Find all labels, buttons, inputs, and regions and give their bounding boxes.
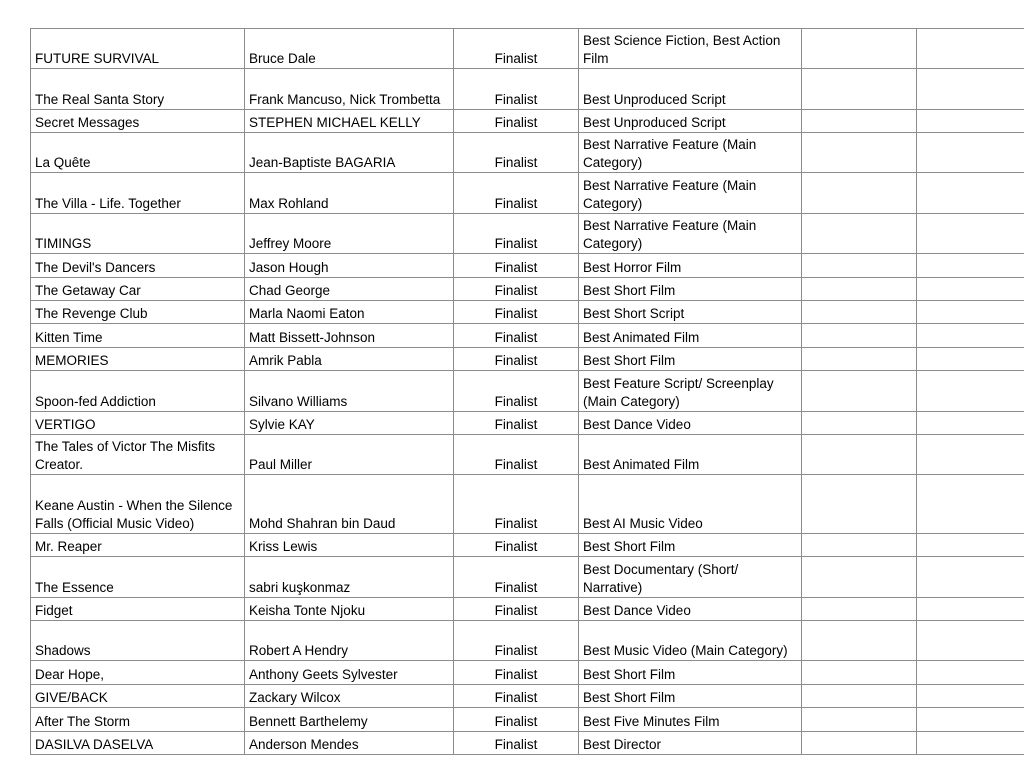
film-title-cell: Secret Messages: [31, 110, 245, 133]
category-cell: Best Narrative Feature (Main Category): [579, 133, 802, 173]
director-cell: Sylvie KAY: [245, 412, 454, 435]
film-title-cell: The Tales of Victor The Misfits Creator.: [31, 435, 245, 475]
film-title-cell: Spoon-fed Addiction: [31, 371, 245, 412]
film-title-cell: Shadows: [31, 621, 245, 661]
film-title-cell: Mr. Reaper: [31, 534, 245, 557]
status-cell: Finalist: [454, 69, 579, 110]
category-cell: Best Narrative Feature (Main Category): [579, 214, 802, 254]
empty-cell: [802, 278, 917, 301]
film-title-cell: DASILVA DASELVA: [31, 732, 245, 755]
table-row: [31, 475, 1024, 534]
category-cell: Best Narrative Feature (Main Category): [579, 173, 802, 214]
status-cell: Finalist: [454, 29, 579, 69]
empty-cell: [917, 214, 1024, 254]
status-cell: Finalist: [454, 685, 579, 708]
category-cell: Best Science Fiction, Best Action Film: [579, 29, 802, 69]
status-cell: Finalist: [454, 278, 579, 301]
director-cell: Robert A Hendry: [245, 621, 454, 661]
category-cell: Best Short Film: [579, 278, 802, 301]
director-cell: STEPHEN MICHAEL KELLY: [245, 110, 454, 133]
empty-cell: [802, 621, 917, 661]
empty-cell: [802, 412, 917, 435]
category-cell: Best Short Film: [579, 661, 802, 685]
director-cell: Amrik Pabla: [245, 348, 454, 371]
director-cell: Bruce Dale: [245, 29, 454, 69]
film-title-cell: FUTURE SURVIVAL: [31, 29, 245, 69]
status-cell: Finalist: [454, 301, 579, 324]
director-cell: Jason Hough: [245, 254, 454, 278]
empty-cell: [917, 324, 1024, 348]
status-cell: Finalist: [454, 475, 579, 534]
table-row: [31, 301, 1024, 324]
status-cell: Finalist: [454, 254, 579, 278]
empty-cell: [917, 301, 1024, 324]
empty-cell: [802, 69, 917, 110]
director-cell: Jean-Baptiste BAGARIA: [245, 133, 454, 173]
table-row: [31, 69, 1024, 110]
empty-cell: [917, 435, 1024, 475]
table-row: [31, 435, 1024, 475]
film-title-cell: MEMORIES: [31, 348, 245, 371]
empty-cell: [917, 412, 1024, 435]
category-cell: Best Unproduced Script: [579, 69, 802, 110]
film-title-cell: GIVE/BACK: [31, 685, 245, 708]
empty-cell: [802, 324, 917, 348]
director-cell: Paul Miller: [245, 435, 454, 475]
director-cell: Anderson Mendes: [245, 732, 454, 755]
empty-cell: [917, 557, 1024, 598]
director-cell: Bennett Barthelemy: [245, 708, 454, 732]
status-cell: Finalist: [454, 324, 579, 348]
empty-cell: [802, 173, 917, 214]
status-cell: Finalist: [454, 621, 579, 661]
empty-cell: [802, 214, 917, 254]
table-row: [31, 254, 1024, 278]
empty-cell: [917, 173, 1024, 214]
empty-cell: [802, 29, 917, 69]
empty-cell: [917, 133, 1024, 173]
director-cell: Marla Naomi Eaton: [245, 301, 454, 324]
status-cell: Finalist: [454, 371, 579, 412]
category-cell: Best Director: [579, 732, 802, 755]
category-cell: Best Horror Film: [579, 254, 802, 278]
director-cell: Zackary Wilcox: [245, 685, 454, 708]
results-table-container: [30, 28, 1024, 755]
film-title-cell: TIMINGS: [31, 214, 245, 254]
director-cell: Max Rohland: [245, 173, 454, 214]
category-cell: Best Unproduced Script: [579, 110, 802, 133]
category-cell: Best Music Video (Main Category): [579, 621, 802, 661]
empty-cell: [802, 534, 917, 557]
results-table: [30, 28, 1024, 755]
empty-cell: [917, 708, 1024, 732]
category-cell: Best Feature Script/ Screenplay (Main Category): [579, 371, 802, 412]
empty-cell: [917, 685, 1024, 708]
director-cell: sabri kuşkonmaz: [245, 557, 454, 598]
empty-cell: [917, 371, 1024, 412]
category-cell: Best Animated Film: [579, 324, 802, 348]
empty-cell: [802, 732, 917, 755]
empty-cell: [917, 69, 1024, 110]
film-title-cell: Keane Austin - When the Silence Falls (Official Music Video): [31, 475, 245, 534]
status-cell: Finalist: [454, 412, 579, 435]
table-row: [31, 29, 1024, 69]
empty-cell: [917, 534, 1024, 557]
category-cell: Best Short Script: [579, 301, 802, 324]
table-row: [31, 133, 1024, 173]
empty-cell: [917, 29, 1024, 69]
empty-cell: [802, 557, 917, 598]
empty-cell: [917, 348, 1024, 371]
table-row: [31, 598, 1024, 621]
empty-cell: [802, 348, 917, 371]
status-cell: Finalist: [454, 173, 579, 214]
table-row: [31, 732, 1024, 755]
director-cell: Silvano Williams: [245, 371, 454, 412]
empty-cell: [802, 708, 917, 732]
empty-cell: [802, 371, 917, 412]
director-cell: Mohd Shahran bin Daud: [245, 475, 454, 534]
category-cell: Best Short Film: [579, 534, 802, 557]
film-title-cell: The Real Santa Story: [31, 69, 245, 110]
empty-cell: [917, 598, 1024, 621]
director-cell: Jeffrey Moore: [245, 214, 454, 254]
status-cell: Finalist: [454, 708, 579, 732]
status-cell: Finalist: [454, 133, 579, 173]
film-title-cell: Fidget: [31, 598, 245, 621]
category-cell: Best AI Music Video: [579, 475, 802, 534]
empty-cell: [917, 254, 1024, 278]
empty-cell: [917, 475, 1024, 534]
table-row: [31, 534, 1024, 557]
category-cell: Best Short Film: [579, 685, 802, 708]
table-row: [31, 324, 1024, 348]
status-cell: Finalist: [454, 661, 579, 685]
status-cell: Finalist: [454, 435, 579, 475]
director-cell: Chad George: [245, 278, 454, 301]
empty-cell: [802, 475, 917, 534]
director-cell: Kriss Lewis: [245, 534, 454, 557]
table-row: [31, 685, 1024, 708]
director-cell: Matt Bissett-Johnson: [245, 324, 454, 348]
film-title-cell: Kitten Time: [31, 324, 245, 348]
status-cell: Finalist: [454, 557, 579, 598]
table-row: [31, 173, 1024, 214]
status-cell: Finalist: [454, 732, 579, 755]
table-row: [31, 621, 1024, 661]
status-cell: Finalist: [454, 214, 579, 254]
film-title-cell: The Essence: [31, 557, 245, 598]
category-cell: Best Dance Video: [579, 598, 802, 621]
empty-cell: [802, 435, 917, 475]
empty-cell: [802, 133, 917, 173]
director-cell: Anthony Geets Sylvester: [245, 661, 454, 685]
empty-cell: [917, 110, 1024, 133]
empty-cell: [802, 661, 917, 685]
director-cell: Keisha Tonte Njoku: [245, 598, 454, 621]
film-title-cell: VERTIGO: [31, 412, 245, 435]
table-row: [31, 708, 1024, 732]
empty-cell: [802, 598, 917, 621]
table-row: [31, 371, 1024, 412]
table-row: [31, 278, 1024, 301]
director-cell: Frank Mancuso, Nick Trombetta: [245, 69, 454, 110]
table-row: [31, 110, 1024, 133]
film-title-cell: After The Storm: [31, 708, 245, 732]
category-cell: Best Animated Film: [579, 435, 802, 475]
status-cell: Finalist: [454, 534, 579, 557]
empty-cell: [802, 254, 917, 278]
film-title-cell: Dear Hope,: [31, 661, 245, 685]
empty-cell: [802, 685, 917, 708]
table-row: [31, 661, 1024, 685]
category-cell: Best Five Minutes Film: [579, 708, 802, 732]
empty-cell: [802, 301, 917, 324]
status-cell: Finalist: [454, 598, 579, 621]
film-title-cell: The Revenge Club: [31, 301, 245, 324]
table-row: [31, 557, 1024, 598]
empty-cell: [917, 732, 1024, 755]
results-table-body: [31, 29, 1024, 755]
table-row: [31, 412, 1024, 435]
table-row: [31, 348, 1024, 371]
status-cell: Finalist: [454, 348, 579, 371]
empty-cell: [917, 621, 1024, 661]
category-cell: Best Dance Video: [579, 412, 802, 435]
film-title-cell: The Getaway Car: [31, 278, 245, 301]
film-title-cell: La Quête: [31, 133, 245, 173]
film-title-cell: The Devil's Dancers: [31, 254, 245, 278]
empty-cell: [917, 278, 1024, 301]
category-cell: Best Short Film: [579, 348, 802, 371]
table-row: [31, 214, 1024, 254]
film-title-cell: The Villa - Life. Together: [31, 173, 245, 214]
empty-cell: [917, 661, 1024, 685]
status-cell: Finalist: [454, 110, 579, 133]
empty-cell: [802, 110, 917, 133]
category-cell: Best Documentary (Short/ Narrative): [579, 557, 802, 598]
